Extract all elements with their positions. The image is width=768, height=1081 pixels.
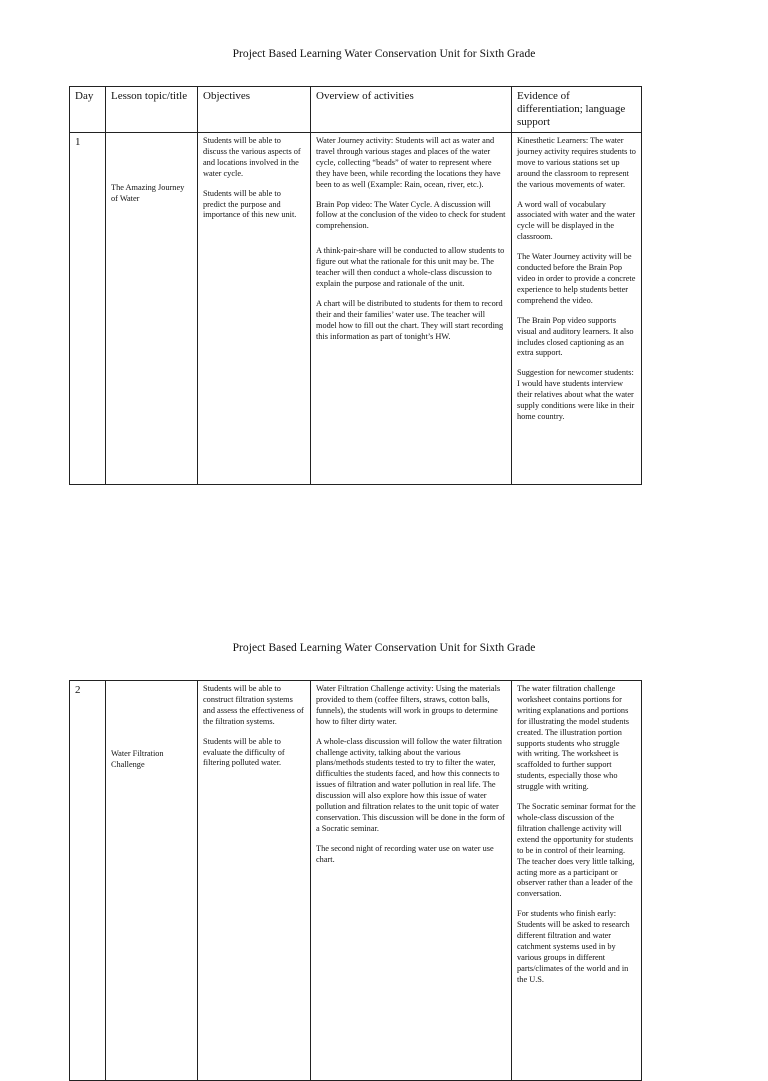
header-objectives: Objectives [198,87,311,133]
header-evidence: Evidence of differentiation; language support [512,87,642,133]
evidence-text: For students who finish early: Students will be asked to research different filtration and water catchment systems used in by various groups in different parts/climates of the world and in the U.S. [517,909,630,984]
overview-text: A chart will be distributed to students for them to record their and their families’ water use. The teacher will model how to fill out the chart. They will start recording this information as part of tonight’s HW. [316,298,504,341]
header-overview: Overview of activities [311,87,512,133]
header-lesson-topic: Lesson topic/title [106,87,198,133]
evidence-cell [512,681,642,1081]
overview-text: A think-pair-share will be conducted to allow students to figure out what the rationale for this unit may be. The teacher will then conduct a whole-class discussion to explain the purpose and rationale of the unit. [316,246,505,288]
evidence-text: Kinesthetic Learners: The water journey activity requires students to move to various stations set up around the classroom to represent the various movements of water. [517,136,636,189]
evidence-text: The Water Journey activity will be conducted before the Brain Pop video in order to provide a concrete experience to help students better comprehend the video. [517,252,636,305]
overview-text: The second night of recording water use on water use chart. [316,843,494,864]
table-row [70,681,642,1081]
lesson-plan-table-day-1 [69,86,642,485]
overview-cell [311,133,512,485]
evidence-cell [512,133,642,485]
overview-text: Water Journey activity: Students will act as water and travel through various stages and places of the water cycle, collecting “beads” of water to represent where they have been, while recording the locations they have been to as well (Example: Rain, ocean, river, etc.). [316,136,501,189]
table-header-row [70,87,642,133]
objective-text: Students will be able to predict the purpose and importance of this new unit. [203,188,297,220]
overview-text: Brain Pop video: The Water Cycle. A discussion will follow at the conclusion of the video to check for student comprehension. [316,199,506,231]
page-title: Project Based Learning Water Conservation Unit for Sixth Grade [232,642,536,654]
overview-text: Water Filtration Challenge activity: Using the materials provided to them (coffee filters, straws, cotton balls, funnels), the students will work in groups to determine how to filter dirty water. [316,684,501,726]
lesson-topic: The Amazing Journey of Water [106,133,198,485]
evidence-text: The Brain Pop video supports visual and auditory learners. It also includes closed captioning as an extra support. [517,315,634,358]
evidence-text: Suggestion for newcomer students: I would have students interview their relatives about what the water supply conditions were like in their home country. [517,368,635,421]
day-number: 2 [70,681,106,1081]
evidence-text: A word wall of vocabulary associated with water and the water cycle will be displayed in the classroom. [517,199,636,242]
page-title: Project Based Learning Water Conservation Unit for Sixth Grade [232,48,536,60]
lesson-topic: Water Filtration Challenge [106,681,198,1081]
table-row [70,133,642,485]
objective-text: Students will be able to evaluate the difficulty of filtering polluted water. [203,736,285,768]
objective-text: Students will be able to discuss the various aspects of and locations involved in the water cycle. [203,136,301,178]
overview-cell [311,681,512,1081]
objectives-cell [198,681,311,1081]
objectives-cell [198,133,311,485]
evidence-text: The Socratic seminar format for the whole-class discussion of the filtration challenge activity will extend the opportunity for students to be in control of their learning. The teacher does very little talking, acting more as a participant or observer rather than a leader of the conversation. [517,802,636,899]
day-number: 1 [70,133,106,485]
header-day: Day [70,87,106,133]
overview-text: A whole-class discussion will follow the water filtration challenge activity, talking about the various plans/methods students tested to try to filter the water, difficulties the students faced, and how this connects to issues of filtration and water pollution in real life. The discussion will also explore how this issue of water pollution and filtration relates to the unit topic of water conservation. This discussion will be done in the form of a Socratic seminar. [316,736,505,833]
lesson-plan-table-day-2 [69,680,642,1081]
evidence-text: The water filtration challenge worksheet contains portions for writing explanations and portions for illustrating the model students created. The illustration portion supports students who struggle with writing. The worksheet is scaffolded to further support students, especially those who struggle with writing. [517,684,629,792]
objective-text: Students will be able to construct filtration systems and assess the effectiveness of the filtration systems. [203,684,304,726]
